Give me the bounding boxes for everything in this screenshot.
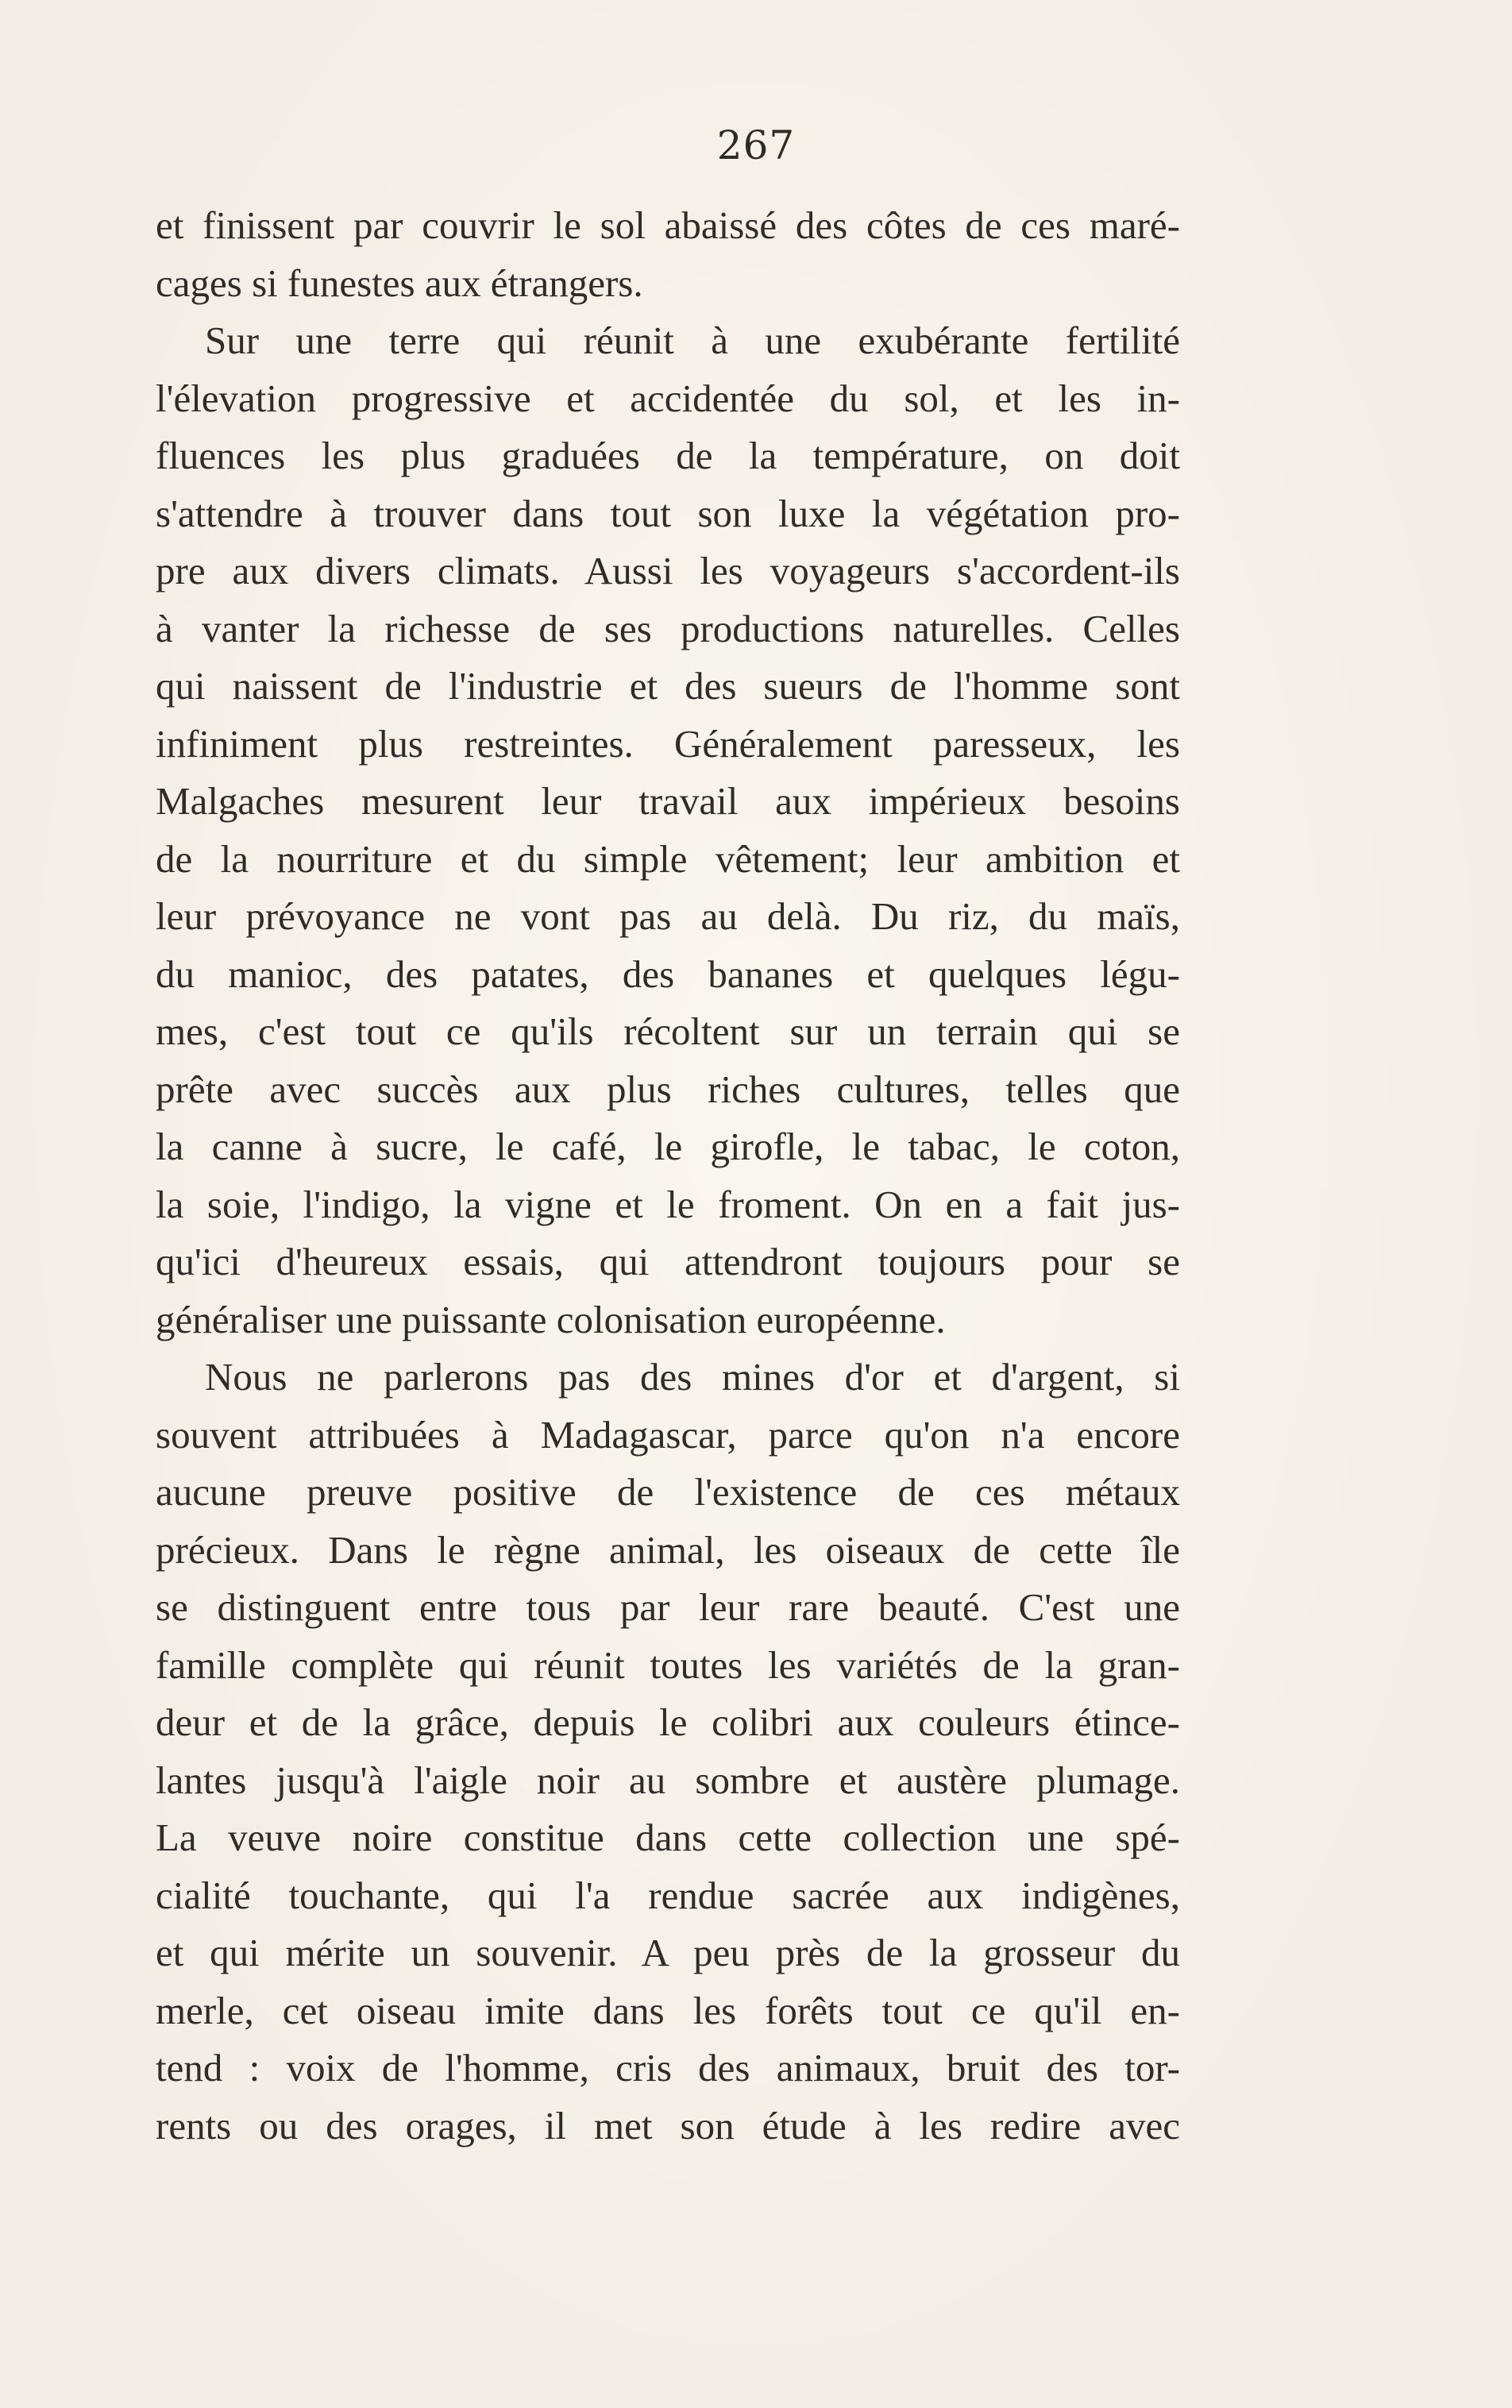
text-line: rents ou des orages, il met son étude à les redire avec [156, 2103, 1180, 2148]
text-line: deur et de la grâce, depuis le colibri aux couleurs étince- [156, 1700, 1180, 1744]
text-line: cages si funestes aux étrangers. [156, 260, 643, 305]
text-line: la canne à sucre, le café, le girofle, le tabac, le coton, [156, 1125, 1180, 1168]
text-line: et qui mérite un souvenir. A peu près de la grosseur du [156, 1931, 1180, 1974]
body-text [156, 197, 1180, 2155]
text-line: prête avec succès aux plus riches cultures, telles que [156, 1067, 1180, 1111]
text-line: La veuve noire constitue dans cette collection une spé- [156, 1816, 1180, 1859]
text-line: Sur une terre qui réunit à une exubérante fertilité [205, 318, 1180, 362]
text-line: cialité touchante, qui l'a rendue sacrée aux indigènes, [156, 1873, 1180, 1917]
text-line: famille complète qui réunit toutes les variétés de la gran- [156, 1642, 1180, 1687]
text-line: fluences les plus graduées de la température, on doit [156, 434, 1180, 477]
text-line: s'attendre à trouver dans tout son luxe la végétation pro- [156, 491, 1180, 535]
text-line: aucune preuve positive de l'existence de ces métaux [156, 1470, 1180, 1514]
text-line: de la nourriture et du simple vêtement; leur ambition et [156, 836, 1180, 881]
text-line: se distinguent entre tous par leur rare beauté. C'est une [156, 1585, 1180, 1629]
text-line: à vanter la richesse de ses productions naturelles. Celles [156, 606, 1180, 650]
text-line: la soie, l'indigo, la vigne et le froment. On en a fait jus- [156, 1182, 1180, 1226]
text-line: merle, cet oiseau imite dans les forêts tout ce qu'il en- [156, 1988, 1180, 2032]
text-line: précieux. Dans le règne animal, les oiseaux de cette île [156, 1527, 1180, 1572]
text-line: l'élevation progressive et accidentée du sol, et les in- [156, 376, 1180, 420]
text-line: leur prévoyance ne vont pas au delà. Du riz, du maïs, [156, 894, 1180, 938]
page-number: 267 [716, 122, 796, 168]
text-line: Nous ne parlerons pas des mines d'or et d'argent, si [205, 1355, 1180, 1399]
text-line: qu'ici d'heureux essais, qui attendront toujours pour se [156, 1240, 1180, 1283]
text-line: Malgaches mesurent leur travail aux impérieux besoins [156, 779, 1180, 823]
text-line: mes, c'est tout ce qu'ils récoltent sur un terrain qui se [156, 1009, 1180, 1053]
text-line: et finissent par couvrir le sol abaissé des côtes de ces maré- [156, 203, 1180, 247]
text-line: pre aux divers climats. Aussi les voyageurs s'accordent-ils [156, 549, 1180, 592]
text-line: qui naissent de l'industrie et des sueurs de l'homme sont [156, 664, 1180, 708]
text-line: lantes jusqu'à l'aigle noir au sombre et austère plumage. [156, 1758, 1180, 1802]
text-line: tend : voix de l'homme, cris des animaux, bruit des tor- [156, 2046, 1180, 2090]
text-line: du manioc, des patates, des bananes et quelques légu- [156, 951, 1180, 996]
text-line: souvent attribuées à Madagascar, parce qu'on n'a encore [156, 1412, 1180, 1457]
text-line: généraliser une puissante colonisation européenne. [156, 1297, 946, 1341]
text-line: infiniment plus restreintes. Généralement paresseux, les [156, 721, 1180, 766]
